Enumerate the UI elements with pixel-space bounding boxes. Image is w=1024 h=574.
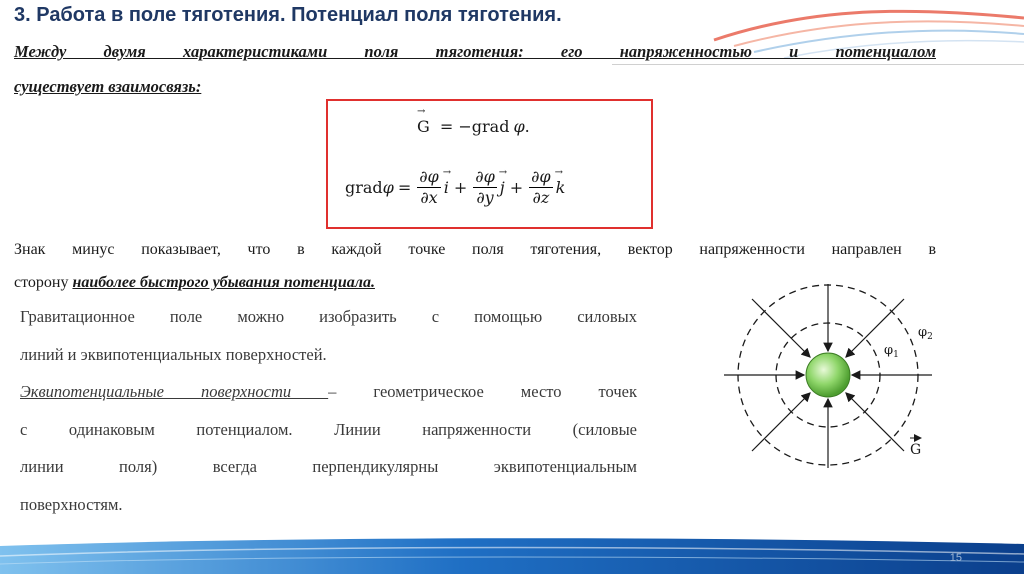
intro-line-2: существует взаимосвязь: xyxy=(14,77,202,96)
footer-wave-band xyxy=(0,534,1024,574)
field-line-bottom-left xyxy=(752,393,810,451)
field-line-top-right xyxy=(846,299,904,357)
fraction-dy xyxy=(473,167,496,208)
fraction-dx-numerator: ∂φ xyxy=(419,166,439,186)
unit-vector-i: → i xyxy=(443,178,450,197)
minus-sign-explanation-line-1: Знак минус показывает, что в каждой точке поля тяготения, вектор напряженности направлен в xyxy=(14,241,936,258)
grav-line-1: Гравитационное поле можно изобразить с помощью силовых xyxy=(20,307,637,326)
fraction-dx-denominator: ∂x xyxy=(420,187,438,207)
mass-sphere xyxy=(806,353,850,397)
plus-sign-2: + xyxy=(509,177,524,197)
phi2-label xyxy=(918,325,933,342)
grav-line-5: линии поля) всегда перпендикулярны эквипотенциальным xyxy=(20,457,637,476)
phi1-symbol: φ xyxy=(884,343,894,358)
formula-gradient-relation xyxy=(416,117,530,136)
gravitational-field-text xyxy=(20,298,637,523)
equals-sign: = xyxy=(397,177,412,197)
plus-sign-1: + xyxy=(453,177,468,197)
grav-line-6: поверхностям. xyxy=(20,494,123,514)
fraction-dz-denominator: ∂z xyxy=(532,187,550,207)
g-vector-label: G xyxy=(910,442,922,458)
formula-grad-expansion xyxy=(345,159,566,215)
grav-line-3 xyxy=(20,373,637,411)
field-line-top-left xyxy=(752,299,810,357)
unit-vector-j: → j xyxy=(499,178,506,197)
slide-title: 3. Работа в поле тяготения. Потенциал поля тяготения. xyxy=(14,4,562,26)
page-number: 15 xyxy=(949,552,962,564)
para-line2-prefix: сторону xyxy=(14,274,73,291)
equipotential-term: Эквипотенциальные поверхности xyxy=(20,382,329,401)
unit-vector-k: → k xyxy=(555,178,567,197)
formula-eq1-rest: = −grad xyxy=(439,117,510,136)
grad-phi: φ xyxy=(382,177,394,197)
phi1-label xyxy=(884,343,899,360)
minus-sign-explanation-line-2 xyxy=(14,268,375,298)
fraction-dy-numerator: ∂φ xyxy=(475,166,495,186)
formula-phi: φ xyxy=(513,117,525,136)
phi2-subscript: 2 xyxy=(927,332,933,342)
fraction-dx xyxy=(417,167,440,208)
fraction-dz xyxy=(529,167,552,208)
grad-label: grad xyxy=(345,177,383,197)
grav-line-3-rest: – геометрическое место точек xyxy=(328,382,638,401)
para-line2-emphasis: наиболее быстрого убывания потенциала. xyxy=(72,274,375,291)
field-lines-diagram xyxy=(722,282,944,472)
grav-line-4: с одинаковым потенциалом. Линии напряженности (силовые xyxy=(20,419,637,439)
formula-box xyxy=(326,99,653,229)
fraction-dz-numerator: ∂φ xyxy=(531,166,551,186)
grav-line-2: линий и эквипотенциальных поверхностей. xyxy=(20,344,327,364)
vector-g: → G xyxy=(416,117,431,136)
formula-dot: . xyxy=(524,117,530,136)
intro-line-1: Между двумя характеристиками поля тяготения: его напряженностью и потенциалом xyxy=(14,42,936,61)
phi1-subscript: 1 xyxy=(893,350,899,360)
fraction-dy-denominator: ∂y xyxy=(476,187,494,207)
phi2-symbol: φ xyxy=(918,325,928,340)
field-line-bottom-right xyxy=(846,393,904,451)
